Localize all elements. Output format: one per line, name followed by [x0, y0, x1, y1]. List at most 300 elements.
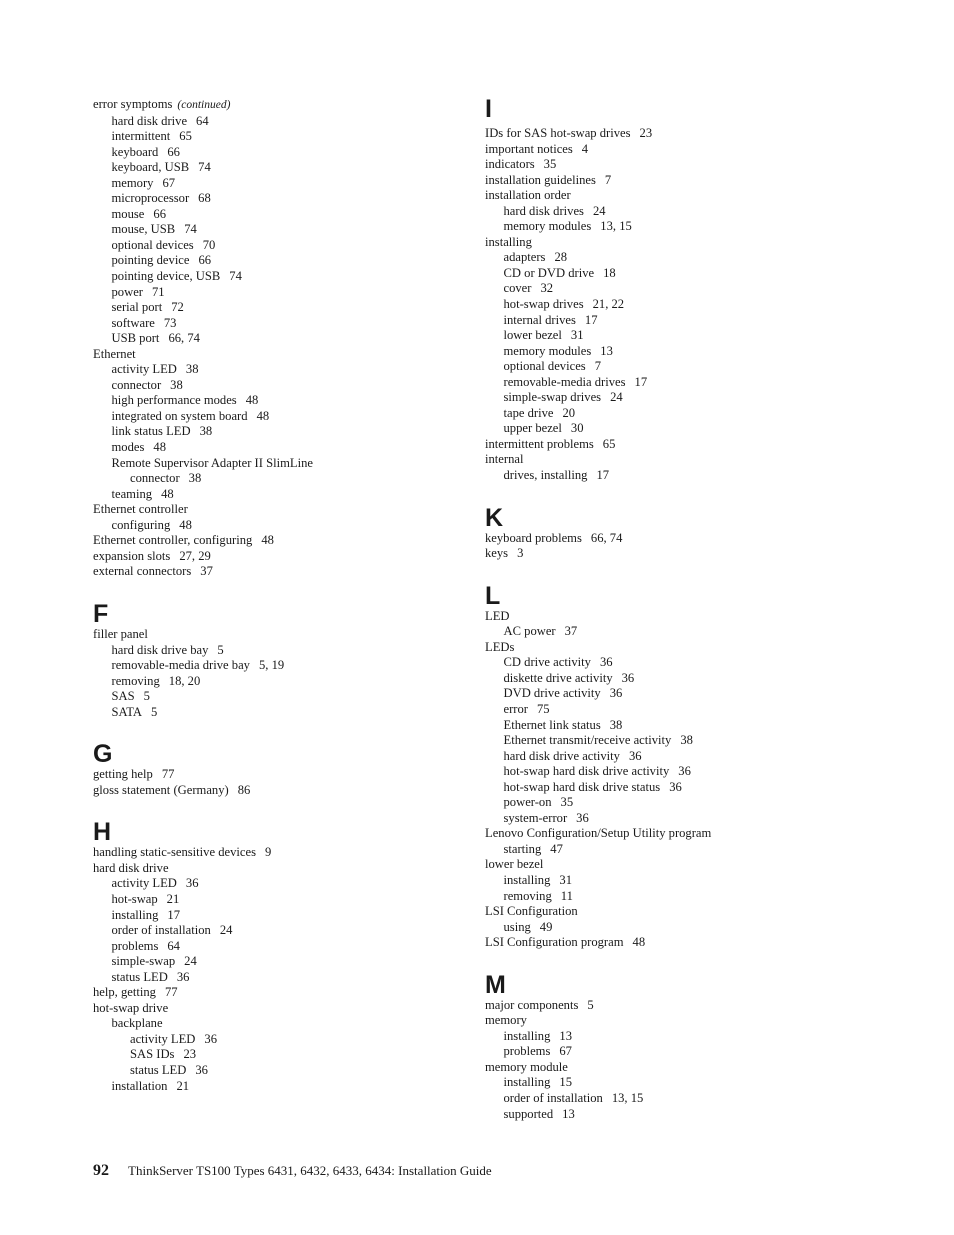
page-reference: 86	[237, 782, 251, 797]
index-entry	[93, 674, 493, 690]
page-reference: 35	[543, 157, 557, 172]
index-entry	[485, 188, 885, 204]
index-entry	[485, 468, 885, 484]
index-term: hard disk drives	[503, 203, 584, 218]
index-entry	[93, 767, 493, 783]
index-term: LED	[485, 608, 510, 623]
index-entry	[485, 359, 885, 375]
index-entry	[93, 316, 493, 332]
index-entry	[485, 375, 885, 391]
index-entry	[485, 686, 885, 702]
index-entry	[485, 266, 885, 282]
page-reference: 21	[176, 1078, 190, 1093]
index-term: memory	[485, 1013, 527, 1028]
page-reference: 18, 20	[168, 673, 201, 688]
index-entry	[93, 409, 493, 425]
index-letter-heading: M	[485, 970, 506, 999]
index-entry	[485, 219, 885, 235]
index-entry	[485, 857, 885, 873]
index-term: order of installation	[503, 1090, 603, 1105]
page-reference: 66	[167, 144, 180, 159]
page-reference: 17	[596, 468, 610, 483]
index-entry	[485, 1060, 885, 1076]
index-term: removing	[503, 888, 552, 903]
page-reference: 68	[198, 191, 211, 206]
index-letter-heading: L	[485, 581, 501, 610]
index-term: serial port	[111, 300, 163, 315]
page-reference: 5	[143, 689, 150, 704]
page-reference: 36	[621, 670, 635, 685]
index-entry	[93, 456, 493, 472]
page-reference: 64	[196, 113, 209, 128]
index-entry	[485, 920, 885, 936]
index-term: help, getting	[93, 985, 156, 1000]
index-term: activity LED	[130, 1031, 196, 1046]
page-reference: 24	[592, 203, 606, 218]
index-letter-heading: K	[485, 503, 504, 532]
index-term: CD or DVD drive	[503, 265, 595, 280]
page-reference: 74	[184, 222, 197, 237]
index-entry	[93, 954, 493, 970]
page-reference: 21, 22	[592, 297, 625, 312]
index-term: hot-swap hard disk drive activity	[503, 764, 670, 779]
index-entry	[485, 1107, 885, 1123]
index-term: SATA	[111, 704, 142, 719]
index-entry	[93, 1079, 493, 1095]
page-reference: 17	[634, 374, 648, 389]
index-entry	[485, 452, 885, 468]
index-entry	[485, 780, 885, 796]
index-term: hot-swap hard disk drive status	[503, 779, 661, 794]
index-letter-heading: F	[93, 599, 109, 628]
index-entry	[93, 783, 493, 799]
index-entry	[93, 331, 493, 347]
index-term: connector	[111, 377, 162, 392]
index-entry	[485, 1044, 885, 1060]
index-term: hard disk drive	[111, 113, 188, 128]
page-reference: 67	[162, 175, 176, 190]
index-entry	[485, 795, 885, 811]
page-reference: 36	[609, 686, 623, 701]
index-entry	[485, 671, 885, 687]
index-term: configuring	[111, 517, 171, 532]
index-term: installing	[485, 234, 532, 249]
page-reference: 48	[632, 935, 646, 950]
index-term: Ethernet controller, configuring	[93, 533, 253, 548]
index-entry	[485, 142, 885, 158]
index-entry	[93, 549, 493, 565]
page-reference: 73	[163, 315, 177, 330]
page-reference: 36	[678, 764, 691, 779]
index-term: major components	[485, 997, 579, 1012]
index-term: USB port	[111, 331, 160, 346]
index-entry	[485, 998, 885, 1014]
index-term: lower bezel	[503, 328, 562, 343]
index-entry	[485, 328, 885, 344]
index-term: cover	[503, 281, 532, 296]
continued-note: (continued)	[177, 99, 231, 111]
page-reference: 48	[153, 440, 166, 455]
index-term: pointing device, USB	[111, 269, 221, 284]
index-term: gloss statement (Germany)	[93, 782, 229, 797]
index-term: LSI Configuration	[485, 904, 578, 919]
index-entry	[485, 640, 885, 656]
page-reference: 64	[167, 938, 180, 953]
index-entry	[93, 892, 493, 908]
index-entry	[93, 939, 493, 955]
index-entry	[93, 222, 493, 238]
page-reference: 20	[562, 405, 576, 420]
page-number: 92	[93, 1162, 109, 1179]
section-spacer	[93, 798, 493, 820]
index-term: internal	[485, 452, 524, 467]
index-term: supported	[503, 1106, 554, 1121]
index-entry	[93, 658, 493, 674]
index-entry	[485, 733, 885, 749]
page-reference: 48	[161, 486, 174, 501]
index-entry	[93, 285, 493, 301]
index-term: indicators	[485, 157, 535, 172]
index-term: order of installation	[111, 923, 211, 938]
index-term: simple-swap drives	[503, 390, 602, 405]
index-term: hard disk drive	[93, 860, 169, 875]
index-entry	[93, 564, 493, 580]
index-term: SAS	[111, 689, 135, 704]
page-reference: 24	[610, 390, 623, 405]
page-reference: 18	[603, 265, 616, 280]
page-reference: 36	[599, 655, 613, 670]
page-reference: 74	[229, 269, 242, 284]
page-reference: 17	[584, 312, 598, 327]
index-entry	[93, 1001, 493, 1017]
page-reference: 48	[256, 408, 270, 423]
index-entry	[93, 689, 493, 705]
page-reference: 13, 15	[611, 1090, 644, 1105]
index-term: expansion slots	[93, 548, 171, 563]
index-term: keys	[485, 546, 509, 561]
index-entry	[93, 1032, 493, 1048]
index-term: upper bezel	[503, 421, 562, 436]
page-reference: 75	[536, 701, 550, 716]
index-entry	[93, 300, 493, 316]
index-term: drives, installing	[503, 468, 588, 483]
document-title: ThinkServer TS100 Types 6431, 6432, 6433, 6434: Installation Guide	[128, 1163, 492, 1178]
page-reference: 13	[562, 1106, 575, 1121]
index-term: Ethernet	[93, 346, 136, 361]
page-reference: 65	[179, 129, 192, 144]
page-reference: 5	[150, 704, 158, 719]
index-term: using	[503, 919, 531, 934]
index-term: keyboard, USB	[111, 160, 190, 175]
index-term: software	[111, 315, 155, 330]
page-reference: 67	[559, 1044, 572, 1059]
page-reference: 5	[587, 997, 594, 1012]
index-term: intermittent problems	[485, 436, 594, 451]
page-reference: 32	[540, 281, 554, 296]
page-reference: 21	[166, 891, 180, 906]
index-entry	[93, 145, 493, 161]
page-reference: 36	[185, 876, 199, 891]
page-reference: 30	[570, 421, 584, 436]
page-reference: 38	[188, 471, 202, 486]
index-term: DVD drive activity	[503, 686, 601, 701]
index-term: teaming	[111, 486, 153, 501]
index-entry	[485, 546, 885, 562]
index-term: removable-media drive bay	[111, 658, 250, 673]
page-footer	[93, 1162, 492, 1180]
page-reference: 65	[602, 436, 616, 451]
section-spacer	[485, 484, 885, 506]
index-term: installing	[111, 907, 159, 922]
index-entry	[485, 235, 885, 251]
index-term: handling static-sensitive devices	[93, 845, 256, 860]
index-term: lower bezel	[485, 857, 544, 872]
page-reference: 38	[609, 717, 623, 732]
index-entry	[93, 160, 493, 176]
index-entry	[93, 424, 493, 440]
index-entry	[93, 845, 493, 861]
page-reference: 11	[560, 888, 573, 903]
index-term: memory	[111, 175, 154, 190]
index-term: starting	[503, 841, 542, 856]
index-term: Ethernet link status	[503, 717, 601, 732]
index-term: keyboard problems	[485, 530, 582, 545]
index-term: getting help	[93, 767, 153, 782]
page-reference: 48	[245, 393, 259, 408]
index-entry	[93, 97, 493, 114]
page-reference: 37	[200, 564, 213, 579]
index-entry	[485, 935, 885, 951]
index-term: installation	[111, 1078, 168, 1093]
index-entry	[485, 204, 885, 220]
index-entry	[93, 876, 493, 892]
section-spacer	[485, 951, 885, 973]
index-entry	[485, 702, 885, 718]
page-reference: 31	[570, 328, 584, 343]
index-term: Ethernet controller	[93, 502, 188, 517]
index-term: link status LED	[111, 424, 191, 439]
index-entry	[485, 437, 885, 453]
index-entry	[485, 811, 885, 827]
index-entry	[93, 378, 493, 394]
page-reference: 5	[217, 642, 224, 657]
index-entry	[485, 157, 885, 173]
index-entry	[485, 655, 885, 671]
page-reference: 23	[639, 126, 653, 140]
index-term: optional devices	[111, 237, 194, 252]
index-entry	[93, 176, 493, 192]
index-term: status LED	[130, 1062, 187, 1077]
page-reference: 47	[550, 841, 563, 856]
page-reference: 13, 15	[600, 219, 632, 234]
index-term: hot-swap drives	[503, 297, 584, 312]
index-letter-heading: H	[93, 818, 112, 847]
index-entry	[485, 904, 885, 920]
page-reference: 27, 29	[179, 548, 211, 563]
index-entry	[485, 531, 885, 547]
page-reference: 74	[198, 160, 211, 175]
index-entry	[93, 923, 493, 939]
index-term: Remote Supervisor Adapter II SlimLine	[111, 455, 313, 470]
index-entry	[485, 250, 885, 266]
index-entry	[93, 518, 493, 534]
page-reference: 66, 74	[590, 530, 623, 545]
page-reference: 17	[167, 907, 180, 922]
index-term: pointing device	[111, 253, 190, 268]
page-reference: 38	[170, 377, 183, 392]
page-reference: 24	[219, 923, 233, 938]
page-reference: 49	[539, 919, 553, 934]
index-term: simple-swap	[111, 954, 176, 969]
index-term: backplane	[111, 1016, 163, 1031]
index-term: keyboard	[111, 144, 159, 159]
index-term: installing	[503, 872, 551, 887]
page-reference: 72	[171, 300, 184, 315]
index-entry	[485, 842, 885, 858]
page-reference: 36	[669, 779, 682, 794]
index-entry	[93, 533, 493, 549]
index-term: error	[503, 701, 528, 716]
page-reference: 13	[559, 1028, 572, 1043]
index-entry	[93, 347, 493, 363]
page-reference: 31	[559, 872, 572, 887]
index-term: filler panel	[93, 626, 148, 641]
page-reference: 38	[680, 733, 693, 748]
index-term: status LED	[111, 969, 168, 984]
index-letter-heading: G	[93, 740, 113, 769]
index-term: removable-media drives	[503, 374, 626, 389]
index-term: system-error	[503, 810, 568, 825]
page-reference: 7	[594, 359, 601, 374]
index-entry	[93, 253, 493, 269]
page-reference: 15	[559, 1075, 572, 1090]
index-entry	[93, 362, 493, 378]
index-term: LEDs	[485, 639, 515, 654]
index-entry	[485, 873, 885, 889]
index-entry	[485, 609, 885, 625]
page-reference: 66, 74	[168, 331, 200, 346]
page-reference: 4	[581, 141, 589, 156]
index-term: problems	[503, 1044, 551, 1059]
index-entry	[93, 207, 493, 223]
index-entry	[485, 1091, 885, 1107]
index-term: hot-swap	[111, 891, 158, 906]
index-entry	[485, 281, 885, 297]
index-term: SAS IDs	[130, 1047, 175, 1062]
index-entry	[485, 764, 885, 780]
index-entry	[485, 421, 885, 437]
index-entry	[93, 1016, 493, 1032]
index-entry	[485, 297, 885, 313]
index-entry	[93, 643, 493, 659]
index-entry	[485, 749, 885, 765]
index-entry	[485, 1029, 885, 1045]
index-term: integrated on system board	[111, 408, 248, 423]
index-entry	[485, 406, 885, 422]
index-entry	[93, 908, 493, 924]
index-entry	[93, 861, 493, 877]
index-entry	[93, 114, 493, 130]
page-reference: 66	[153, 206, 166, 221]
page-reference: 38	[199, 424, 213, 439]
index-term: problems	[111, 938, 159, 953]
page-reference: 13	[600, 343, 613, 358]
index-term: installing	[503, 1075, 551, 1090]
index-entry	[485, 1013, 885, 1029]
index-term: high performance modes	[111, 393, 237, 408]
index-column-left	[93, 97, 493, 1094]
index-term: installing	[503, 1028, 551, 1043]
page-reference: 36	[628, 748, 642, 763]
index-entry	[93, 985, 493, 1001]
page-reference: 48	[261, 533, 274, 548]
index-term: error symptoms	[93, 97, 173, 111]
index-term: mouse, USB	[111, 222, 176, 237]
index-letter-heading: I	[485, 95, 492, 123]
index-term: installation guidelines	[485, 172, 596, 187]
index-term: removing	[111, 673, 160, 688]
section-spacer	[485, 562, 885, 584]
page-reference: 23	[183, 1047, 197, 1062]
page-reference: 5, 19	[258, 658, 285, 673]
page-reference: 35	[560, 795, 574, 810]
index-entry	[93, 440, 493, 456]
page-reference: 36	[576, 810, 589, 825]
index-entry	[93, 502, 493, 518]
page-reference: 66	[198, 253, 212, 268]
index-term: hot-swap drive	[93, 1000, 169, 1015]
index-entry	[93, 1063, 493, 1079]
index-term: LSI Configuration program	[485, 935, 624, 950]
index-entry	[93, 1047, 493, 1063]
index-entry	[93, 269, 493, 285]
page-reference: 28	[554, 250, 568, 265]
index-term: CD drive activity	[503, 655, 591, 670]
index-entry	[485, 126, 885, 142]
index-entry	[485, 624, 885, 640]
section-spacer	[93, 580, 493, 602]
index-entry	[93, 471, 493, 487]
page-reference: 77	[161, 767, 175, 782]
index-entry	[93, 487, 493, 503]
page-reference: 9	[264, 845, 272, 860]
index-entry	[93, 191, 493, 207]
page-reference: 3	[517, 546, 524, 561]
index-entry	[485, 390, 885, 406]
index-term: installation order	[485, 188, 571, 203]
index-term: memory modules	[503, 219, 592, 234]
index-term: microprocessor	[111, 191, 190, 206]
index-entry	[93, 627, 493, 643]
index-term: hard disk drive bay	[111, 642, 209, 657]
index-entry	[485, 344, 885, 360]
page-reference: 48	[179, 517, 192, 532]
index-term: external connectors	[93, 564, 192, 579]
page-reference: 71	[151, 284, 165, 299]
page-reference: 77	[164, 985, 178, 1000]
page-reference: 7	[604, 172, 612, 187]
index-column-right	[485, 97, 885, 1122]
index-term: modes	[111, 440, 145, 455]
index-entry	[485, 718, 885, 734]
page-reference: 70	[202, 237, 216, 252]
index-term: memory modules	[503, 343, 592, 358]
page-reference: 37	[564, 624, 578, 639]
index-term: memory module	[485, 1059, 568, 1074]
index-term: optional devices	[503, 359, 586, 374]
index-term: activity LED	[111, 876, 177, 891]
index-term: tape drive	[503, 405, 554, 420]
